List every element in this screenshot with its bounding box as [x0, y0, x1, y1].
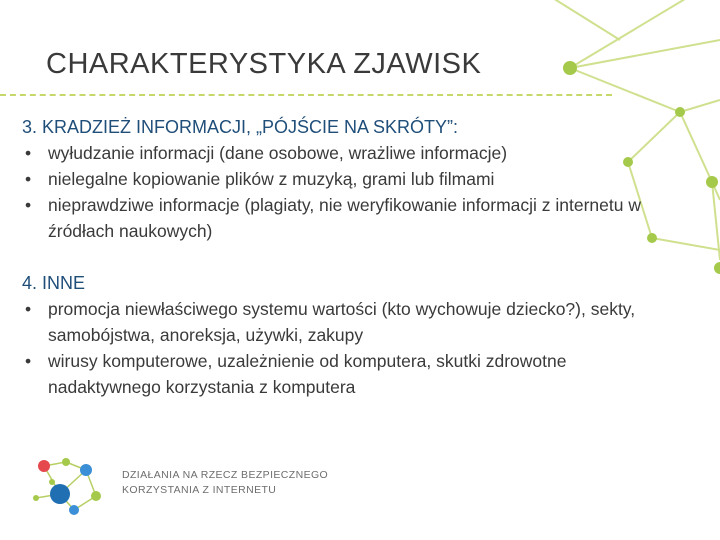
security-icon	[80, 464, 92, 476]
section-heading-theft: 3. KRADZIEŻ INFORMACJI, „PÓJŚCIE NA SKRÓTY”:	[22, 117, 459, 137]
title-divider	[0, 94, 612, 96]
bullet-icon: •	[25, 143, 32, 163]
slide-content	[22, 114, 642, 400]
slide-title: CHARAKTERYSTYKA ZJAWISK	[46, 48, 482, 80]
list-item: • promocja niewłaściwego systemu wartości (kto wychowuje dziecko?), sekty, samobójstwa, anoreksja, używki, zakupy	[22, 296, 642, 348]
bullet-icon: •	[25, 299, 32, 319]
bullet-icon: •	[25, 169, 32, 189]
logo-line-2: KORZYSTANIA Z INTERNETU	[122, 484, 277, 496]
list-item: • wirusy komputerowe, uzależnienie od komputera, skutki zdrowotne nadaktywnego korzystania z komputera	[22, 348, 642, 400]
logo-text	[122, 468, 328, 498]
bullet-icon: •	[25, 351, 32, 371]
email-icon	[38, 460, 50, 472]
theft-list	[22, 140, 642, 244]
other-list	[22, 296, 642, 400]
list-item: • wyłudzanie informacji (dane osobowe, wrażliwe informacje)	[22, 140, 642, 166]
list-item: • nielegalne kopiowanie plików z muzyką, grami lub filmami	[22, 166, 642, 192]
logo-line-1: DZIAŁANIA NA RZECZ BEZPIECZNEGO	[122, 469, 329, 481]
list-item: • nieprawdziwe informacje (plagiaty, nie weryfikowanie informacji z internetu w źródłach naukowych)	[22, 192, 642, 244]
www-icon	[50, 484, 70, 504]
bullet-icon: •	[25, 195, 32, 215]
section-heading-other: 4. INNE	[22, 273, 86, 293]
